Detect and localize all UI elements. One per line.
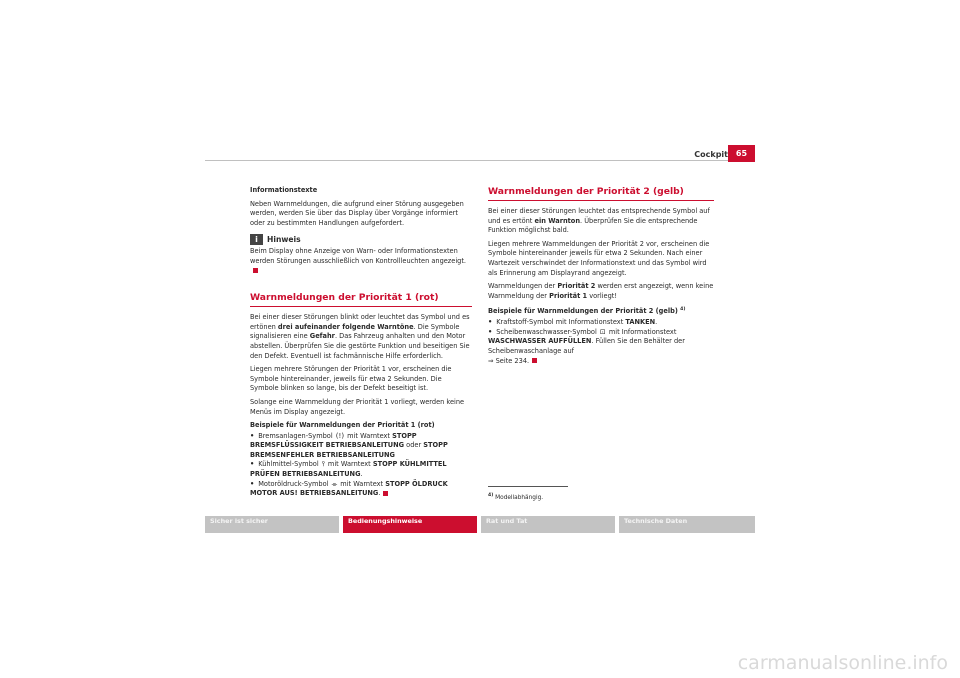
text-run-bold: STOPP ÖLDRUCK MOTOR AUS! BETRIEBSANLEITUNG bbox=[250, 479, 448, 498]
text-run-bold: ein Warnton bbox=[534, 216, 581, 225]
right-column bbox=[488, 186, 714, 366]
list-item bbox=[488, 328, 714, 366]
hinweis-block bbox=[250, 234, 472, 245]
footnote-number: 4) bbox=[488, 493, 494, 498]
priority-2-paragraph-2: Liegen mehrere Warnmeldungen der Priorität 2 vor, erscheinen die Symbole hintereinander jeweils für etwa 2 Sekunden. Nach einer Wartezeit verschwindet der Informationstext und das Symbol wird als Erinnerung am Displayrand angezeigt. bbox=[488, 239, 710, 277]
footnote-ref[interactable]: 4) bbox=[680, 307, 686, 313]
text-run: Kraftstoff-Symbol mit Informationstext bbox=[496, 318, 626, 327]
text-run-bold: WASCHWASSER AUFFÜLLEN bbox=[488, 337, 592, 346]
footnote bbox=[488, 491, 543, 504]
end-mark-icon bbox=[383, 491, 388, 496]
tab-technische-daten[interactable]: Technische Daten bbox=[619, 516, 755, 533]
text-run: mit Warntext bbox=[345, 431, 393, 440]
text-run: Bei einer dieser Störungen leuchtet das entsprechende Symbol auf und es ertönt bbox=[488, 207, 710, 225]
priority-2-examples-heading bbox=[488, 305, 714, 317]
text-run: Motoröldruck-Symbol bbox=[258, 479, 331, 488]
end-mark-icon bbox=[253, 268, 258, 273]
section-title-priority-1: Warnmeldungen der Priorität 1 (rot) bbox=[250, 292, 439, 304]
tab-rat-und-tat[interactable]: Rat und Tat bbox=[481, 516, 615, 533]
section-divider bbox=[250, 306, 472, 307]
text-run-bold: STOPP BREMSENFEHLER BETRIEBSANLEITUNG bbox=[250, 441, 448, 459]
page-number: 65 bbox=[728, 145, 755, 162]
coolant-icon: ⫯ bbox=[321, 460, 325, 469]
end-mark-icon bbox=[532, 358, 537, 363]
header-divider bbox=[205, 160, 731, 161]
section-divider bbox=[488, 200, 714, 201]
washer-fluid-icon: ⊡ bbox=[599, 327, 606, 336]
hinweis-label: Hinweis bbox=[267, 235, 301, 245]
priority-2-paragraph-3 bbox=[488, 282, 714, 301]
info-note-icon: i bbox=[250, 234, 263, 245]
list-item bbox=[250, 460, 472, 479]
text-run-bold: Gefahr bbox=[309, 332, 335, 341]
text-run: . Das Fahrzeug anhalten und den Motor abstellen. Überprüfen Sie die gestörte Funktion und beseitigen Sie den Defekt. Eventuell ist fachmännische Hilfe erforderlich. bbox=[250, 332, 470, 360]
text-run-bold: STOPP KÜHLMITTEL PRÜFEN BETRIEBSANLEITUNG bbox=[250, 460, 447, 479]
text-run: . Die Symbole signalisieren eine bbox=[250, 322, 460, 341]
footnote-text: Modellabhängig. bbox=[495, 494, 544, 501]
priority-2-paragraph-1 bbox=[488, 207, 714, 236]
list-item bbox=[250, 432, 472, 461]
text-run-bold: Priorität 1 bbox=[549, 291, 588, 300]
info-heading: Informationstexte bbox=[250, 186, 318, 194]
text-run: mit Warntext bbox=[325, 460, 373, 469]
text-run: . Überprüfen Sie die entsprechende Funktion möglichst bald. bbox=[488, 216, 698, 235]
priority-1-examples-heading: Beispiele für Warnmeldungen der Priorität 1 (rot) bbox=[250, 421, 435, 430]
priority-1-paragraph-3: Solange eine Warnmeldung der Priorität 1 vorliegt, werden keine Menüs im Display angezeigt. bbox=[250, 397, 465, 416]
hinweis-text: Beim Display ohne Anzeige von Warn- oder Informationstexten werden Störungen ausschließlich von Kontrollleuchten angezeigt. bbox=[250, 247, 467, 265]
brake-warning-icon: (!) bbox=[335, 431, 345, 440]
tab-bedienungshinweise[interactable]: Bedienungshinweise bbox=[343, 516, 477, 533]
list-item bbox=[488, 318, 714, 328]
page-reference-link[interactable]: ⇒ Seite 234. bbox=[488, 356, 530, 365]
text-run: . bbox=[655, 318, 658, 327]
text-run: . bbox=[378, 489, 381, 498]
text-run: vorliegt! bbox=[587, 291, 618, 300]
text-run-bold: Priorität 2 bbox=[557, 282, 596, 291]
priority-1-paragraph-2: Liegen mehrere Störungen der Priorität 1 vor, erscheinen die Symbole hintereinander, jeweils für etwa 2 Sekunden. Die Symbole blinken so lange, bis der Defekt beseitigt ist. bbox=[250, 365, 452, 393]
section-title-priority-2: Warnmeldungen der Priorität 2 (gelb) bbox=[488, 186, 684, 197]
text-run: mit Warntext bbox=[338, 479, 386, 488]
left-column bbox=[250, 186, 472, 499]
text-run: Warnmeldungen der bbox=[488, 282, 558, 291]
text-run: Bei einer dieser Störungen blinkt oder leuchtet das Symbol und es ertönen bbox=[250, 313, 470, 331]
text-run-bold: STOPP BREMSFLÜSSIGKEIT BETRIEBSANLEITUNG bbox=[250, 431, 417, 450]
hinweis-paragraph bbox=[250, 247, 472, 276]
oil-pressure-icon: ⌯ bbox=[331, 479, 338, 488]
text-run: Beispiele für Warnmeldungen der Priorität 2 (gelb) bbox=[488, 307, 678, 316]
list-item bbox=[250, 480, 472, 499]
text-run: . bbox=[360, 470, 363, 479]
text-run: Bremsanlagen-Symbol bbox=[258, 431, 335, 440]
text-run: mit Informationstext bbox=[606, 327, 677, 336]
page-header-title: Cockpit bbox=[694, 150, 728, 159]
priority-1-paragraph-1 bbox=[250, 313, 472, 361]
text-run: . Füllen Sie den Behälter der Scheibenwaschanlage auf bbox=[488, 337, 685, 355]
text-run-bold: drei aufeinander folgende Warntöne bbox=[277, 322, 414, 331]
text-run: Kühlmittel-Symbol bbox=[258, 460, 321, 469]
info-paragraph: Neben Warnmeldungen, die aufgrund einer Störung ausgegeben werden, werden Sie über das Display über Vorgänge informiert oder zu bestimmten Handlungen aufgefordert. bbox=[250, 199, 464, 227]
text-run: Scheibenwaschwasser-Symbol bbox=[496, 327, 599, 336]
footnote-divider bbox=[488, 486, 568, 487]
watermark: carmanualsonline.info bbox=[737, 652, 948, 674]
text-run: oder bbox=[404, 441, 424, 450]
text-run: werden erst angezeigt, wenn keine Warnmeldung der bbox=[488, 282, 714, 300]
text-run-bold: TANKEN bbox=[625, 318, 656, 327]
tab-sicher-ist-sicher[interactable]: Sicher ist sicher bbox=[205, 516, 339, 533]
